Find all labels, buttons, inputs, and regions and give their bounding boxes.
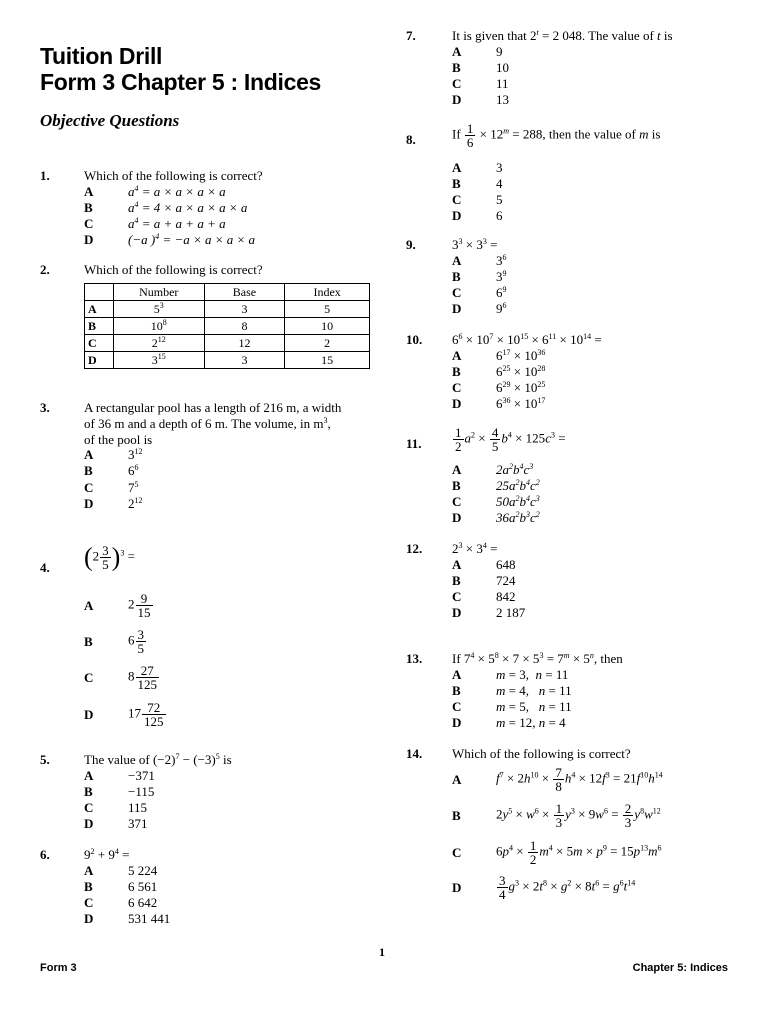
question-stem: $3^3 \times 3^3$ = xyxy=(452,237,498,252)
option-letter: C xyxy=(452,380,462,395)
page-title-line1: Tuition Drill xyxy=(40,43,163,69)
table-row: C $2^{12}$ 12 2 xyxy=(85,335,370,352)
option-letter: B xyxy=(452,573,461,588)
option-letter: A xyxy=(452,44,462,59)
option-letter: D xyxy=(452,92,462,107)
option-letter: D xyxy=(84,496,94,511)
option-letter: B xyxy=(452,683,461,698)
question-5: 5. The value of $(-2)^7 - (-3)^5$ is A −371 B −115 C 115 D 371 xyxy=(40,752,232,831)
option-letter: B xyxy=(84,634,93,649)
question-number: 11. xyxy=(406,436,422,451)
option-letter: C xyxy=(452,76,462,91)
question-number: 12. xyxy=(406,541,423,556)
option-letter: B xyxy=(452,176,461,191)
option-letter: A xyxy=(452,557,462,572)
option-letter: C xyxy=(84,216,94,231)
page-title-line2: Form 3 Chapter 5 : Indices xyxy=(40,69,322,95)
question-stem: Which of the following is correct? xyxy=(452,746,631,761)
question-stem: $2^3 \times 3^4$ = xyxy=(452,541,498,556)
question-number: 3. xyxy=(40,400,50,415)
option-letter: B xyxy=(84,200,93,215)
option-letter: D xyxy=(452,510,462,525)
question-13: 13. If $7^4 \times 5^8 \times 7 \times 5^3 = 7^m \times 5^n$, then A m = 3, n = 11 B m = 4, n = 11 C m = 5, n = 11 D m = 12, n = 4 xyxy=(406,651,623,730)
option-letter: C xyxy=(452,494,462,509)
option-letter: D xyxy=(452,301,462,316)
option-letter: D xyxy=(452,880,462,895)
question-stem-line1: A rectangular pool has a length of 216 m, a width xyxy=(84,400,342,415)
option-letter: A xyxy=(452,253,462,268)
option-letter: D xyxy=(84,707,94,722)
question-7: 7. It is given that $2^t = 2$ 048. The value of t is A 9 B 10 C 11 D 13 xyxy=(406,28,673,107)
option-letter: D xyxy=(84,911,94,926)
option-letter: A xyxy=(84,863,94,878)
option-letter: A xyxy=(84,768,94,783)
question-stem: $6^6 \times 10^7 \times 10^{15} \times 6^{11} \times 10^{14}$ = xyxy=(452,332,602,347)
footer-left: Form 3 xyxy=(40,962,77,974)
option-letter: C xyxy=(452,192,462,207)
question-number: 5. xyxy=(40,752,50,767)
option-letter: B xyxy=(84,879,93,894)
option-letter: A xyxy=(84,184,94,199)
question-stem: $9^2 + 9^4$ = xyxy=(84,847,130,862)
question-stem: If $7^4 \times 5^8 \times 7 \times 5^3 = 7^m \times 5^n$, then xyxy=(452,651,623,666)
option-letter: D xyxy=(452,605,462,620)
question-11: 11. $\frac{1}{2}$ $a^2$ × $\frac{4}{5}$ $b^4 \times 125c^3$ = A $2a^2b^4c^3$ B $25a^2b^4c^2$ C $50a^2b^4c^3$ D $36a^2b^3c^2$ xyxy=(406,425,566,525)
question-10: 10. $6^6 \times 10^7 \times 10^{15} \times 6^{11} \times 10^{14}$ = A $6^{17} \times 10^{36}$ B $6^{25} \times 10^{28}$ C $6^{29} \times 10^{25}$ D $6^{36} \times 10^{17}$ xyxy=(406,332,602,411)
question-stem: $\frac{1}{2}$ $a^2$ × $\frac{4}{5}$ $b^4 \times 125c^3$ = xyxy=(455,425,566,454)
column-header: Index xyxy=(285,284,370,301)
question-stem: Which of the following is correct? xyxy=(84,262,263,277)
question-expression: (2 $\frac{3}{5}$ )$^3$ = xyxy=(84,542,135,572)
question-number: 9. xyxy=(406,237,416,252)
option-letter: A xyxy=(84,447,94,462)
option-letter: C xyxy=(84,800,94,815)
table-row: B $10^8$ 8 10 xyxy=(85,318,370,335)
question-4: 4. (2 $\frac{3}{5}$ )$^3$ = A 2 $\frac{9}{15}$ B 6 $\frac{3}{5}$ C 8 $\frac{27}{125}$ D 17 $\frac{72}{125}$ xyxy=(40,542,164,729)
question-number: 2. xyxy=(40,262,50,277)
section-subtitle: Objective Questions xyxy=(40,111,180,130)
question-number: 8. xyxy=(406,132,416,147)
option-letter: C xyxy=(84,895,94,910)
question-stem: It is given that $2^t = 2$ 048. The value of t is xyxy=(452,28,673,43)
question-stem-line2: of 36 m and a depth of 6 m. The volume, in $m^3$, xyxy=(84,416,331,431)
option-letter: A xyxy=(452,772,462,787)
option-letter: A xyxy=(452,160,462,175)
question-number: 6. xyxy=(40,847,50,862)
question-2 xyxy=(40,262,370,372)
column-header: Base xyxy=(204,284,285,301)
option-letter: B xyxy=(84,463,93,478)
footer-right: Chapter 5: Indices xyxy=(632,962,728,974)
question-14: 14. Which of the following is correct? A $f^7 \times 2h^{10}$ × $\frac{7}{8}$ $h^4 \times 12f^3 = 21f^{10}h^{14}$ B $2y^5 \times w^6$ × $\frac{1}{3}$ $y^3 \times 9w^6$ = $\frac{2}{3}$ $y^8w^{12}$ C $6p^4$ × $\frac{1}{2}$ $m^4 \times 5m \times p^9 = 15p^{13}m^6$ D $\frac{3}{4}$ $g^3 \times 2t^8 \times g^2 \times 8t^6 = g^6t^{14}$ xyxy=(406,746,663,902)
question-stem: The value of $(-2)^7 - (-3)^5$ is xyxy=(84,752,232,767)
question-stem: Which of the following is correct? xyxy=(84,168,263,183)
option-letter: A xyxy=(452,462,462,477)
option-letter: A xyxy=(84,598,94,613)
question-stem-line3: of the pool is xyxy=(84,432,153,447)
page-number: 1 xyxy=(379,945,385,959)
option-letter: A xyxy=(452,348,462,363)
question-12: 12. $2^3 \times 3^4$ = A 648 B 724 C 842 D 2 187 xyxy=(406,541,526,620)
option-letter: D xyxy=(452,396,462,411)
option-letter: D xyxy=(452,208,462,223)
option-letter: D xyxy=(84,232,94,247)
question-number: 14. xyxy=(406,746,423,761)
table-row: A $5^3$ 3 5 xyxy=(85,301,370,318)
option-letter: A xyxy=(452,667,462,682)
option-letter: C xyxy=(84,480,94,495)
column-header: Number xyxy=(113,284,204,301)
question-number: 7. xyxy=(406,28,416,43)
question-9: 9. $3^3 \times 3^3$ = A $3^6$ B $3^9$ C $6^9$ D $9^6$ xyxy=(406,237,507,316)
option-letter: B xyxy=(452,60,461,75)
option-letter: C xyxy=(84,670,94,685)
question-number: 1. xyxy=(40,168,50,183)
question-6: 6. $9^2 + 9^4$ = A 5 224 B 6 561 C 6 642 D 531 441 xyxy=(40,847,171,926)
option-letter: D xyxy=(84,816,94,831)
option-letter: C xyxy=(452,845,462,860)
index-table xyxy=(84,283,370,369)
option-letter: C xyxy=(452,699,462,714)
option-letter: C xyxy=(452,589,462,604)
option-letter: B xyxy=(452,364,461,379)
option-letter: B xyxy=(452,269,461,284)
question-number: 4. xyxy=(40,560,50,575)
question-stem: If $\frac{1}{6}$ × $12^m = 288$, then the value of m is xyxy=(452,121,661,150)
option-letter: B xyxy=(452,808,461,823)
option-letter: C xyxy=(452,285,462,300)
question-1: 1. Which of the following is correct? A $a^4 = a \times a \times a \times a$ B $a^4 = 4 \times a \times a \times a \times a$ C $a^4 = a + a + a + a$ D (−a )$^4$ = −a × a × a × a xyxy=(40,168,263,247)
table-row: D $3^{15}$ 3 15 xyxy=(85,352,370,369)
question-3: 3. A rectangular pool has a length of 216 m, a width of 36 m and a depth of 6 m. The volume, in $m^3$, of the pool is A $3^{12}$ B $6^6$ C $7^5$ D $2^{12}$ xyxy=(40,400,342,511)
question-8: 8. If $\frac{1}{6}$ × $12^m = 288$, then the value of m is A 3 B 4 C 5 D 6 xyxy=(406,121,661,223)
option-letter: B xyxy=(452,478,461,493)
question-number: 10. xyxy=(406,332,423,347)
option-letter: D xyxy=(452,715,462,730)
question-number: 13. xyxy=(406,651,423,666)
option-letter: B xyxy=(84,784,93,799)
